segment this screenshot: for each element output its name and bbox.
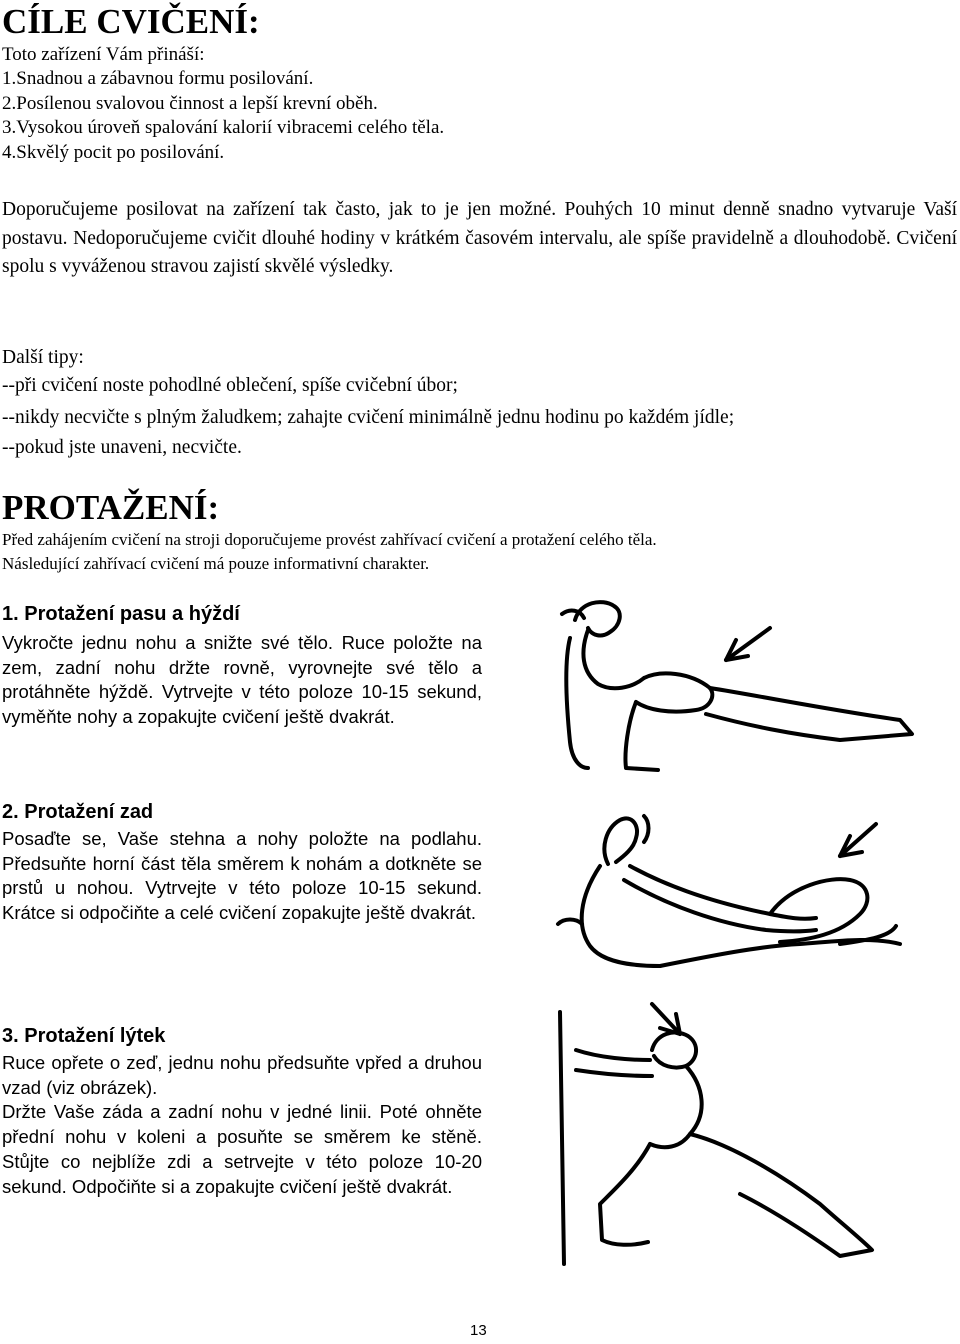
goals-item-4: 4.Skvělý pocit po posilování. [2,142,225,163]
back-leg-shape [706,688,912,740]
exercise-3-title: 3. Protažení lýtek [2,1025,166,1047]
torso-shape [583,630,644,688]
recommendation-paragraph: Doporučujeme posilovat na zařízení tak často, jak to je jen možné. Pouhých 10 minut denně snadno vytvaruje Vaší postavu. Nedoporučujeme cvičit dlouhé hodiny v krátkém časovém intervalu, ale spíše pravidelně a dlouhodobě. Cvičení spolu s vyváženou stravou zajistí skvělé výsledky. [2,199,957,277]
stretching-intro-line-1: Před zahájením cvičení na stroji doporučujeme provést zahřívací cvičení a protažení celého těla. [2,530,657,549]
wall-shape [560,1012,564,1264]
foot-shape [558,920,582,925]
exercise-3 [2,1024,482,1199]
back-shape [582,866,660,966]
goals-item-2: 2.Posílenou svalovou činnost a lepší krevní oběh. [2,93,378,114]
goals-intro: Toto zařízení Vám přináší: [2,44,205,65]
page-number: 13 [470,1322,487,1339]
exercise-2-title: 2. Protažení zad [2,801,154,823]
goals-item-3: 3.Vysokou úroveň spalování kalorií vibracemi celého těla. [2,117,445,138]
tip-item-3: --pokud jste unaveni, necvičte. [2,437,242,458]
tip-item-2: --nikdy necvičte s plným žaludkem; zahajte cvičení minimálně jednu hodinu po každém jídle; [2,407,735,428]
calf-stretch-figure [540,994,960,1274]
hair-shape [644,816,649,842]
exercise-1-title: 1. Protažení pasu a hýždí [2,603,240,625]
back-leg-shape [690,1134,872,1256]
goals-item-1: 1.Snadnou a zábavnou formu posilování. [2,68,314,89]
exercise-1 [2,602,482,730]
head-shape [652,1032,696,1067]
exercise-2-text: Posaďte se, Vaše stehna a nohy položte na podlahu. Předsuňte horní část těla směrem k nohám a dotkněte se prstů u nohou. Vytrvejte v této poloze 10-15 sekund. Krátce si odpočiňte a celé cvičení zopakujte ještě dvakrát. [2,828,482,924]
exercise-1-text: Vykročte jednu nohu a snižte své tělo. Ruce položte na zem, zadní nohu držte rovně, vyrovnejte své tělo a protáhněte hýždě. Vytrvejte v této poloze 10-15 sekund, vyměňte nohy a zopakujte cvičení ještě dvakrát. [2,632,482,728]
tip-item-1: --při cvičení noste pohodlné oblečení, spíše cvičební úbor; [2,375,458,396]
thigh-shape [636,673,712,711]
exercise-2 [2,800,482,926]
stretching-heading: PROTAŽENÍ: [2,488,220,527]
arm-upper-shape [630,866,816,919]
shin-shape [625,702,658,770]
exercise-3-text-2: Držte Vaše záda a zadní nohu v jedné linii. Poté ohněte přední nohu v koleni a posuňte se směrem ke stěně. Stůjte co nejblíže zdi a setrvejte v této poloze 10-20 sekund. Odpočiňte si a zopakujte cvičení ještě dvakrát. [2,1101,482,1197]
arm-upper-shape [576,1050,650,1060]
seated-forward-bend-figure [540,806,960,986]
stretching-intro-line-2: Následující zahřívací cvičení má pouze informativní charakter. [2,554,430,573]
goals-heading: CÍLE CVIČENÍ: [2,2,260,41]
front-leg-shape [600,1144,650,1245]
arm-lower-shape [624,880,816,932]
tips-heading: Další tipy: [2,347,84,368]
head-shape [575,602,620,635]
lunge-stretch-figure [540,592,960,792]
head-shape [604,818,637,864]
arm-lower-shape [576,1070,652,1076]
exercise-3-text-1: Ruce opřete o zeď, jednu nohu předsuňte vpřed a druhou vzad (viz obrázek). [2,1052,482,1098]
hair-shape [562,611,584,618]
